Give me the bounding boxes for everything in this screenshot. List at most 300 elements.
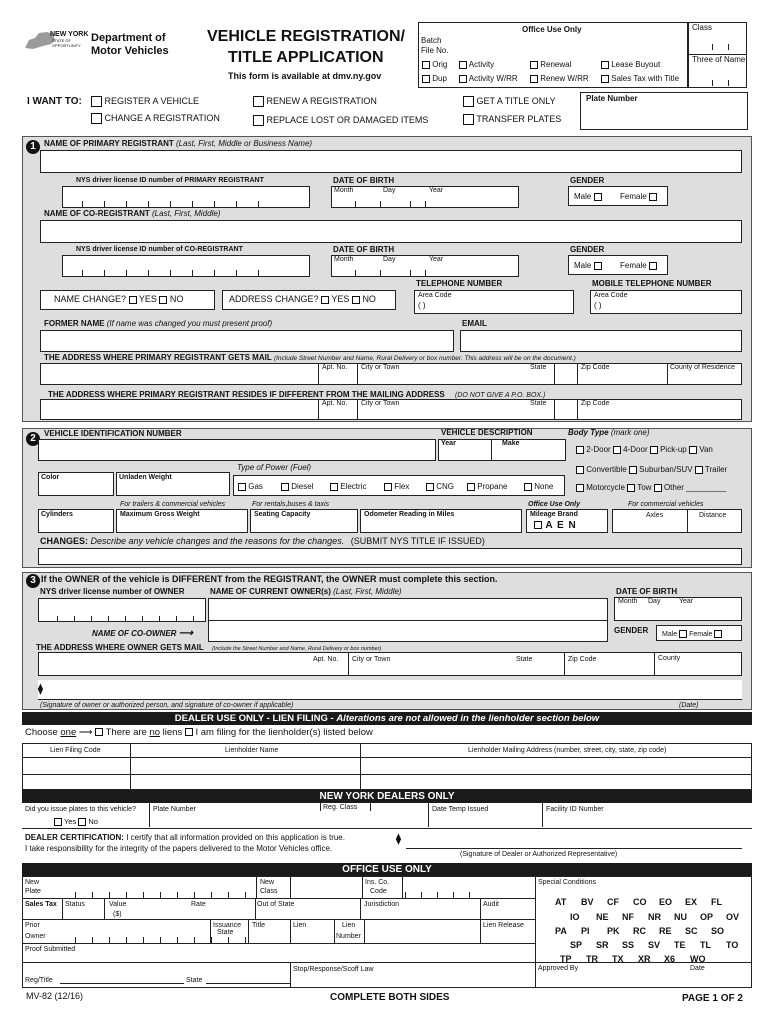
dept-name-2: Motor Vehicles: [91, 45, 169, 57]
tick-mark: [728, 44, 729, 50]
owner-male-checkbox[interactable]: [679, 630, 687, 638]
owner-female-label: Female: [689, 630, 713, 638]
gas-checkbox[interactable]: [238, 483, 246, 491]
activity-checkbox[interactable]: [459, 61, 467, 69]
tick-mark: [160, 937, 161, 943]
mail-address-label: THE ADDRESS WHERE PRIMARY REGISTRANT GETS MAIL: [44, 353, 272, 362]
no-liens-label: There are: [105, 727, 147, 738]
special-code-op: OP: [700, 912, 714, 922]
lien-label: Lien: [293, 922, 307, 929]
mobile-area: Area Code: [594, 292, 628, 299]
three-of-name-label: Three of Name: [692, 55, 746, 64]
tick-mark: [469, 892, 470, 898]
mail-city: City or Town: [361, 364, 400, 371]
special-code-wo: WO: [690, 954, 706, 964]
tick-mark: [437, 892, 438, 898]
file-no-label: File No.: [421, 46, 449, 55]
res-zip: Zip Code: [581, 400, 610, 407]
male-label: Male: [574, 192, 592, 202]
plates-no-checkbox[interactable]: [78, 818, 86, 826]
reg-class-label: Reg. Class: [323, 804, 358, 811]
lien-col-name: Lienholder Name: [225, 747, 279, 754]
cng-checkbox[interactable]: [426, 483, 434, 491]
tick-mark: [92, 937, 93, 943]
new-class-2: Class: [260, 888, 278, 895]
commercial-note: For commercial vehicles: [628, 501, 704, 508]
special-code-pk: PK: [607, 926, 620, 936]
special-code-xr: XR: [638, 954, 651, 964]
primary-registrant-label: NAME OF PRIMARY REGISTRANT: [44, 139, 174, 148]
tick-mark: [193, 616, 194, 622]
activity-label: Activity: [468, 60, 495, 70]
issuance-2: State: [217, 929, 234, 936]
current-owner-input[interactable]: [208, 598, 608, 622]
renew-wrr-checkbox[interactable]: [530, 75, 538, 83]
activity-wrr-checkbox[interactable]: [459, 75, 467, 83]
nys-owner-label: NYS driver license number of OWNER: [40, 587, 185, 596]
reg-title-label: Reg/Title: [25, 977, 53, 984]
renew-label: RENEW A REGISTRATION: [266, 95, 377, 106]
ny-sub1: STATE OF: [52, 38, 71, 43]
tick-mark: [104, 270, 105, 276]
special-code-tr: TR: [586, 954, 598, 964]
special-code-so: SO: [711, 926, 725, 936]
nys-primary-label: NYS driver license ID number of PRIMARY REGISTRANT: [76, 177, 264, 184]
form-title-1: VEHICLE REGISTRATION/: [207, 28, 405, 45]
mail-zip: Zip Code: [581, 364, 610, 371]
owner-dob-month: Month: [618, 598, 638, 605]
office-only-label: Office Use Only: [528, 501, 581, 508]
submit-title-note: (SUBMIT NYS TITLE IF ISSUED): [350, 536, 485, 546]
former-name-hint: (If name was changed you must present proof): [106, 319, 273, 328]
diesel-checkbox[interactable]: [281, 483, 289, 491]
orig-checkbox[interactable]: [422, 61, 430, 69]
section-3-number: 3: [26, 574, 40, 588]
telephone-paren: ( ): [418, 301, 426, 310]
owner-date-label: (Date): [679, 702, 699, 709]
tick-mark: [142, 616, 143, 622]
owner-signature-label: (Signature of owner or authorized person, and signature of co-owner if applicable): [40, 702, 294, 709]
status-label: Status: [65, 901, 85, 908]
special-code-ss: SS: [622, 940, 635, 950]
lien-number-1: Lien: [342, 922, 356, 929]
lien-bar-note: Alterations are not allowed in the lienholder section below: [336, 713, 600, 724]
facility-label: Facility ID Number: [546, 806, 604, 813]
nys-co-label: NYS driver license ID number of CO-REGISTRANT: [76, 246, 243, 253]
primary-registrant-hint: (Last, First, Middle or Business Name): [176, 139, 313, 148]
tick-mark: [380, 270, 381, 276]
telephone-label: TELEPHONE NUMBER: [416, 279, 503, 288]
tick-mark: [228, 892, 229, 898]
title-only-checkbox[interactable]: [463, 96, 474, 107]
address-change-yes[interactable]: [321, 296, 329, 304]
mail-state: State: [530, 364, 547, 371]
flex-label: Flex: [394, 482, 410, 492]
plates-yes-checkbox[interactable]: [54, 818, 62, 826]
choose-label: Choose: [25, 727, 58, 738]
distance-label: Distance: [699, 512, 727, 519]
former-name-input[interactable]: [40, 330, 454, 352]
make-label: Make: [502, 440, 520, 447]
no-label-2: NO: [362, 294, 376, 304]
res-apt: Apt. No.: [322, 400, 348, 407]
tick-mark: [57, 616, 58, 622]
renewal-checkbox[interactable]: [530, 61, 538, 69]
ins-co-2: Code: [370, 888, 387, 895]
tick-mark: [355, 270, 356, 276]
owner-dob-year: Year: [679, 598, 694, 605]
filing-checkbox[interactable]: [185, 728, 193, 736]
special-code-nf: NF: [622, 912, 634, 922]
former-name-label: FORMER NAME: [44, 319, 105, 328]
tick-mark: [125, 616, 126, 622]
vin-label: VEHICLE IDENTIFICATION NUMBER: [44, 429, 182, 438]
tick-mark: [245, 892, 246, 898]
register-checkbox[interactable]: [91, 96, 102, 107]
gender-label: GENDER: [570, 176, 605, 185]
van-label: Van: [699, 445, 713, 455]
change-reg-label: CHANGE A REGISTRATION: [104, 112, 220, 123]
dealer-signature-line[interactable]: [406, 848, 742, 849]
gas-label: Gas: [248, 482, 263, 492]
audit-label: Audit: [483, 901, 499, 908]
tick-mark: [258, 201, 259, 207]
trailer-checkbox[interactable]: [695, 466, 703, 474]
tick-mark: [211, 892, 212, 898]
renew-checkbox[interactable]: [253, 96, 264, 107]
transfer-label: TRANSFER PLATES: [476, 113, 562, 124]
special-label: Special Conditions: [538, 879, 596, 886]
cng-label: CNG: [436, 482, 455, 492]
tick-mark: [712, 44, 713, 50]
special-code-co: CO: [633, 897, 647, 907]
primary-license-input[interactable]: [62, 186, 310, 208]
owner-female-checkbox[interactable]: [714, 630, 722, 638]
convertible-checkbox[interactable]: [576, 466, 584, 474]
sales-tax-title-checkbox[interactable]: [601, 75, 609, 83]
tick-mark: [91, 616, 92, 622]
tick-mark: [258, 270, 259, 276]
change-reg-checkbox[interactable]: [91, 113, 102, 124]
max-gross-label: Maximum Gross Weight: [120, 511, 200, 518]
cert-bold: DEALER CERTIFICATION:: [25, 833, 124, 842]
form-title-2: TITLE APPLICATION: [228, 49, 384, 66]
co-female-checkbox[interactable]: [649, 262, 657, 270]
motorcycle-checkbox[interactable]: [576, 484, 584, 492]
co-male-checkbox[interactable]: [594, 262, 602, 270]
no-label: NO: [169, 294, 184, 304]
propane-label: Propane: [477, 482, 508, 492]
tick-mark: [82, 201, 83, 207]
ny-sub2: OPPORTUNITY: [52, 43, 81, 48]
brand-letters: [534, 520, 577, 531]
special-code-io: IO: [570, 912, 580, 922]
none-label: None: [534, 482, 554, 492]
special-code-tx: TX: [612, 954, 624, 964]
dob-day: Day: [383, 187, 396, 194]
dealer-sig-label: (Signature of Dealer or Authorized Representative): [460, 851, 618, 858]
dealer-sig-arrow-icon: ⧫: [396, 834, 401, 845]
tick-mark: [170, 270, 171, 276]
replace-label: REPLACE LOST OR DAMAGED ITEMS: [266, 114, 429, 125]
owner-mail-hint: (Include the Street Number and Name, Rural Delivery or box number): [211, 646, 382, 652]
body-type-hint: (mark one): [610, 428, 650, 437]
tick-mark: [228, 937, 229, 943]
changes-label: CHANGES:: [40, 536, 89, 546]
tick-mark: [82, 270, 83, 276]
dob-year: Year: [429, 187, 444, 194]
tick-mark: [75, 892, 76, 898]
co-license-input[interactable]: [62, 255, 310, 277]
tick-mark: [177, 892, 178, 898]
tick-mark: [236, 270, 237, 276]
vehicle-desc-label: VEHICLE DESCRIPTION: [441, 428, 533, 437]
tick-mark: [405, 892, 406, 898]
unladen-label: Unladen Weight: [119, 474, 172, 481]
co-female-label: Female: [620, 261, 647, 271]
res-state: State: [530, 400, 547, 407]
special-code-te: TE: [674, 940, 686, 950]
brand-a-checkbox[interactable]: [534, 521, 542, 529]
female-checkbox[interactable]: [649, 193, 657, 201]
approved-label: Approved By: [538, 965, 579, 972]
renew-wrr-label: Renew W/RR: [540, 74, 589, 84]
dob-month: Month: [334, 187, 354, 194]
name-change-no[interactable]: [159, 296, 167, 304]
two-door-label: 2-Door: [586, 445, 611, 455]
i-want-to-label: I WANT TO:: [27, 96, 82, 107]
complete-both: COMPLETE BOTH SIDES: [330, 992, 450, 1003]
jurisdiction-label: Jurisdiction: [364, 901, 400, 908]
odometer-label: Odometer Reading in Miles: [364, 511, 455, 518]
co-owner-text: NAME OF CO-OWNER: [92, 629, 177, 638]
four-door-label: 4-Door: [623, 445, 648, 455]
plate-number-label: Plate Number: [586, 94, 638, 103]
tick-mark: [192, 201, 193, 207]
office-date-label: Date: [690, 965, 705, 972]
tick-mark: [143, 937, 144, 943]
co-dob-day: Day: [383, 256, 396, 263]
office-top-title: Office Use Only: [522, 25, 582, 34]
tick-mark: [126, 937, 127, 943]
tick-mark: [109, 892, 110, 898]
trailer-label: Trailer: [704, 465, 728, 475]
lien-col-code: Lien Filing Code: [50, 747, 101, 754]
suburban-label: Suburban/SUV: [639, 465, 693, 475]
section-1-number: 1: [26, 140, 40, 154]
mail-county: County of Residence: [670, 364, 735, 371]
rentals-note: For rentals,buses & taxis: [252, 501, 330, 508]
lien-bar: [22, 712, 752, 725]
tick-mark: [380, 201, 381, 207]
owner-mail-label: THE ADDRESS WHERE OWNER GETS MAIL: [36, 643, 204, 652]
seating-label: Seating Capacity: [254, 511, 311, 518]
owner-male-label: Male: [662, 630, 678, 638]
tick-mark: [104, 201, 105, 207]
power-label: Type of Power (Fuel): [237, 463, 312, 472]
dup-label: Dup: [432, 74, 447, 84]
name-change-label: NAME CHANGE?: [54, 294, 127, 304]
co-registrant-input[interactable]: [40, 220, 742, 243]
tick-mark: [453, 892, 454, 898]
yes-label: YES: [138, 294, 157, 304]
section-2-number: 2: [26, 432, 40, 446]
yes-label-2: YES: [331, 294, 350, 304]
tick-mark: [410, 201, 411, 207]
none-checkbox[interactable]: [524, 483, 532, 491]
trailers-note: For trailers & commercial vehicles: [120, 501, 226, 508]
tow-checkbox[interactable]: [627, 484, 635, 492]
van-checkbox[interactable]: [689, 446, 697, 454]
special-code-rc: RC: [633, 926, 646, 936]
special-code-re: RE: [659, 926, 672, 936]
vin-input[interactable]: [38, 439, 436, 461]
female-label: Female: [620, 192, 647, 202]
tick-mark: [109, 937, 110, 943]
email-label: EMAIL: [462, 319, 487, 328]
special-code-ex: EX: [685, 897, 698, 907]
title-label: Title: [252, 922, 265, 929]
tick-mark: [425, 270, 426, 276]
co-owner-input[interactable]: [208, 620, 608, 642]
tick-mark: [159, 616, 160, 622]
form-number: MV-82 (12/16): [26, 991, 84, 1001]
arrow-right-icon: ⟶: [178, 628, 194, 639]
special-code-cf: CF: [607, 897, 619, 907]
lien-number-2: Number: [336, 933, 361, 940]
no-liens-checkbox[interactable]: [95, 728, 103, 736]
tick-mark: [214, 270, 215, 276]
filing-label: I am filing for the lienholder(s) listed below: [195, 727, 373, 738]
new-class-1: New: [260, 879, 275, 886]
no-liens-no: no: [149, 727, 161, 738]
special-code-at: AT: [555, 897, 567, 907]
tick-mark: [211, 937, 212, 943]
special-code-pa: PA: [555, 926, 567, 936]
suburban-checkbox[interactable]: [629, 466, 637, 474]
owner-license-input[interactable]: [38, 598, 206, 622]
tick-mark: [126, 270, 127, 276]
tick-mark: [194, 892, 195, 898]
changes-input[interactable]: [38, 548, 742, 565]
dept-name-1: Department of: [91, 32, 166, 44]
lease-buyout-checkbox[interactable]: [601, 61, 609, 69]
other-checkbox[interactable]: [654, 484, 662, 492]
owner-gender-label: GENDER: [614, 626, 649, 635]
axles-label: Axles: [646, 512, 664, 519]
flex-checkbox[interactable]: [384, 483, 392, 491]
owner-zip: Zip Code: [568, 656, 597, 663]
email-input[interactable]: [460, 330, 742, 352]
ins-co-1: Ins. Co.: [365, 879, 390, 886]
special-code-sr: SR: [596, 940, 609, 950]
renewal-label: Renewal: [540, 60, 572, 70]
telephone-area: Area Code: [418, 292, 452, 299]
owner-signature-line[interactable]: [38, 680, 742, 700]
convertible-label: Convertible: [586, 465, 627, 475]
owner-apt: Apt. No.: [313, 656, 339, 663]
lien-bar-title: DEALER USE ONLY - LIEN FILING -: [174, 713, 334, 724]
mail-address-hint: (Include Street Number and Name, Rural Delivery or box number. This address will be on the document.): [273, 355, 576, 362]
pickup-label: Pick-up: [660, 445, 687, 455]
current-owner-label: NAME OF CURRENT OWNER(s): [210, 587, 331, 596]
four-door-checkbox[interactable]: [613, 446, 621, 454]
orig-label: Orig: [432, 60, 448, 70]
signature-arrow-icon: ⧫: [38, 684, 43, 695]
color-label: Color: [41, 474, 60, 481]
replace-checkbox[interactable]: [253, 115, 264, 126]
propane-checkbox[interactable]: [467, 483, 475, 491]
special-code-sc: SC: [685, 926, 698, 936]
special-code-nu: NU: [674, 912, 687, 922]
name-change-yes[interactable]: [129, 296, 137, 304]
electric-checkbox[interactable]: [330, 483, 338, 491]
dup-checkbox[interactable]: [422, 75, 430, 83]
address-change-no[interactable]: [352, 296, 360, 304]
ny-top: NEW YORK: [50, 31, 89, 38]
sales-tax-label: Sales Tax: [25, 901, 57, 908]
tick-mark: [176, 616, 177, 622]
primary-registrant-input[interactable]: [40, 150, 742, 173]
special-code-ne: NE: [596, 912, 609, 922]
dollar-label: ($): [113, 911, 122, 918]
tick-mark: [425, 201, 426, 207]
tick-mark: [214, 201, 215, 207]
co-male-label: Male: [574, 261, 592, 271]
owner-county: County: [658, 655, 681, 662]
tick-mark: [148, 270, 149, 276]
out-of-state-label: Out of State: [257, 901, 295, 908]
cert-text-2: I take responsibility for the integrity of the papers delivered to the Motor Vehicles office.: [25, 844, 333, 853]
proof-label: Proof Submitted: [25, 946, 76, 953]
new-plate-1: New: [25, 879, 40, 886]
res-city: City or Town: [361, 400, 400, 407]
special-code-ov: OV: [726, 912, 740, 922]
male-checkbox[interactable]: [594, 193, 602, 201]
dob-label: DATE OF BIRTH: [333, 176, 395, 185]
co-dob-month: Month: [334, 256, 354, 263]
pickup-checkbox[interactable]: [650, 446, 658, 454]
batch-label: Batch: [421, 36, 442, 45]
tick-mark: [728, 80, 729, 86]
resides-hint: (DO NOT GIVE A P.O. BOX.): [455, 392, 546, 399]
tick-mark: [712, 80, 713, 86]
special-code-tp: TP: [560, 954, 572, 964]
tick-mark: [143, 892, 144, 898]
address-change-label: ADDRESS CHANGE?: [229, 294, 319, 304]
tick-mark: [148, 201, 149, 207]
plates-no-label: No: [88, 817, 98, 826]
tick-mark: [410, 270, 411, 276]
owner-city: City or Town: [352, 656, 391, 663]
page-number: PAGE 1 OF 2: [682, 993, 743, 1004]
cert-text: I certify that all information provided on this application is true.: [126, 833, 345, 842]
special-code-to: TO: [726, 940, 739, 950]
tick-mark: [74, 616, 75, 622]
available-note: This form is available at dmv.ny.gov: [228, 71, 382, 81]
register-label: REGISTER A VEHICLE: [104, 95, 200, 106]
choose-one: one: [60, 727, 77, 738]
value-label: Value: [109, 901, 127, 908]
mobile-paren: ( ): [594, 301, 602, 310]
mileage-brand-label: Mileage Brand: [530, 511, 578, 518]
diesel-label: Diesel: [291, 482, 314, 492]
new-plate-2: Plate: [25, 888, 41, 895]
transfer-checkbox[interactable]: [463, 114, 474, 125]
issue-plates-label: Did you issue plates to this vehicle?: [25, 806, 136, 813]
two-door-checkbox[interactable]: [576, 446, 584, 454]
plates-yes-label: Yes: [63, 817, 77, 826]
